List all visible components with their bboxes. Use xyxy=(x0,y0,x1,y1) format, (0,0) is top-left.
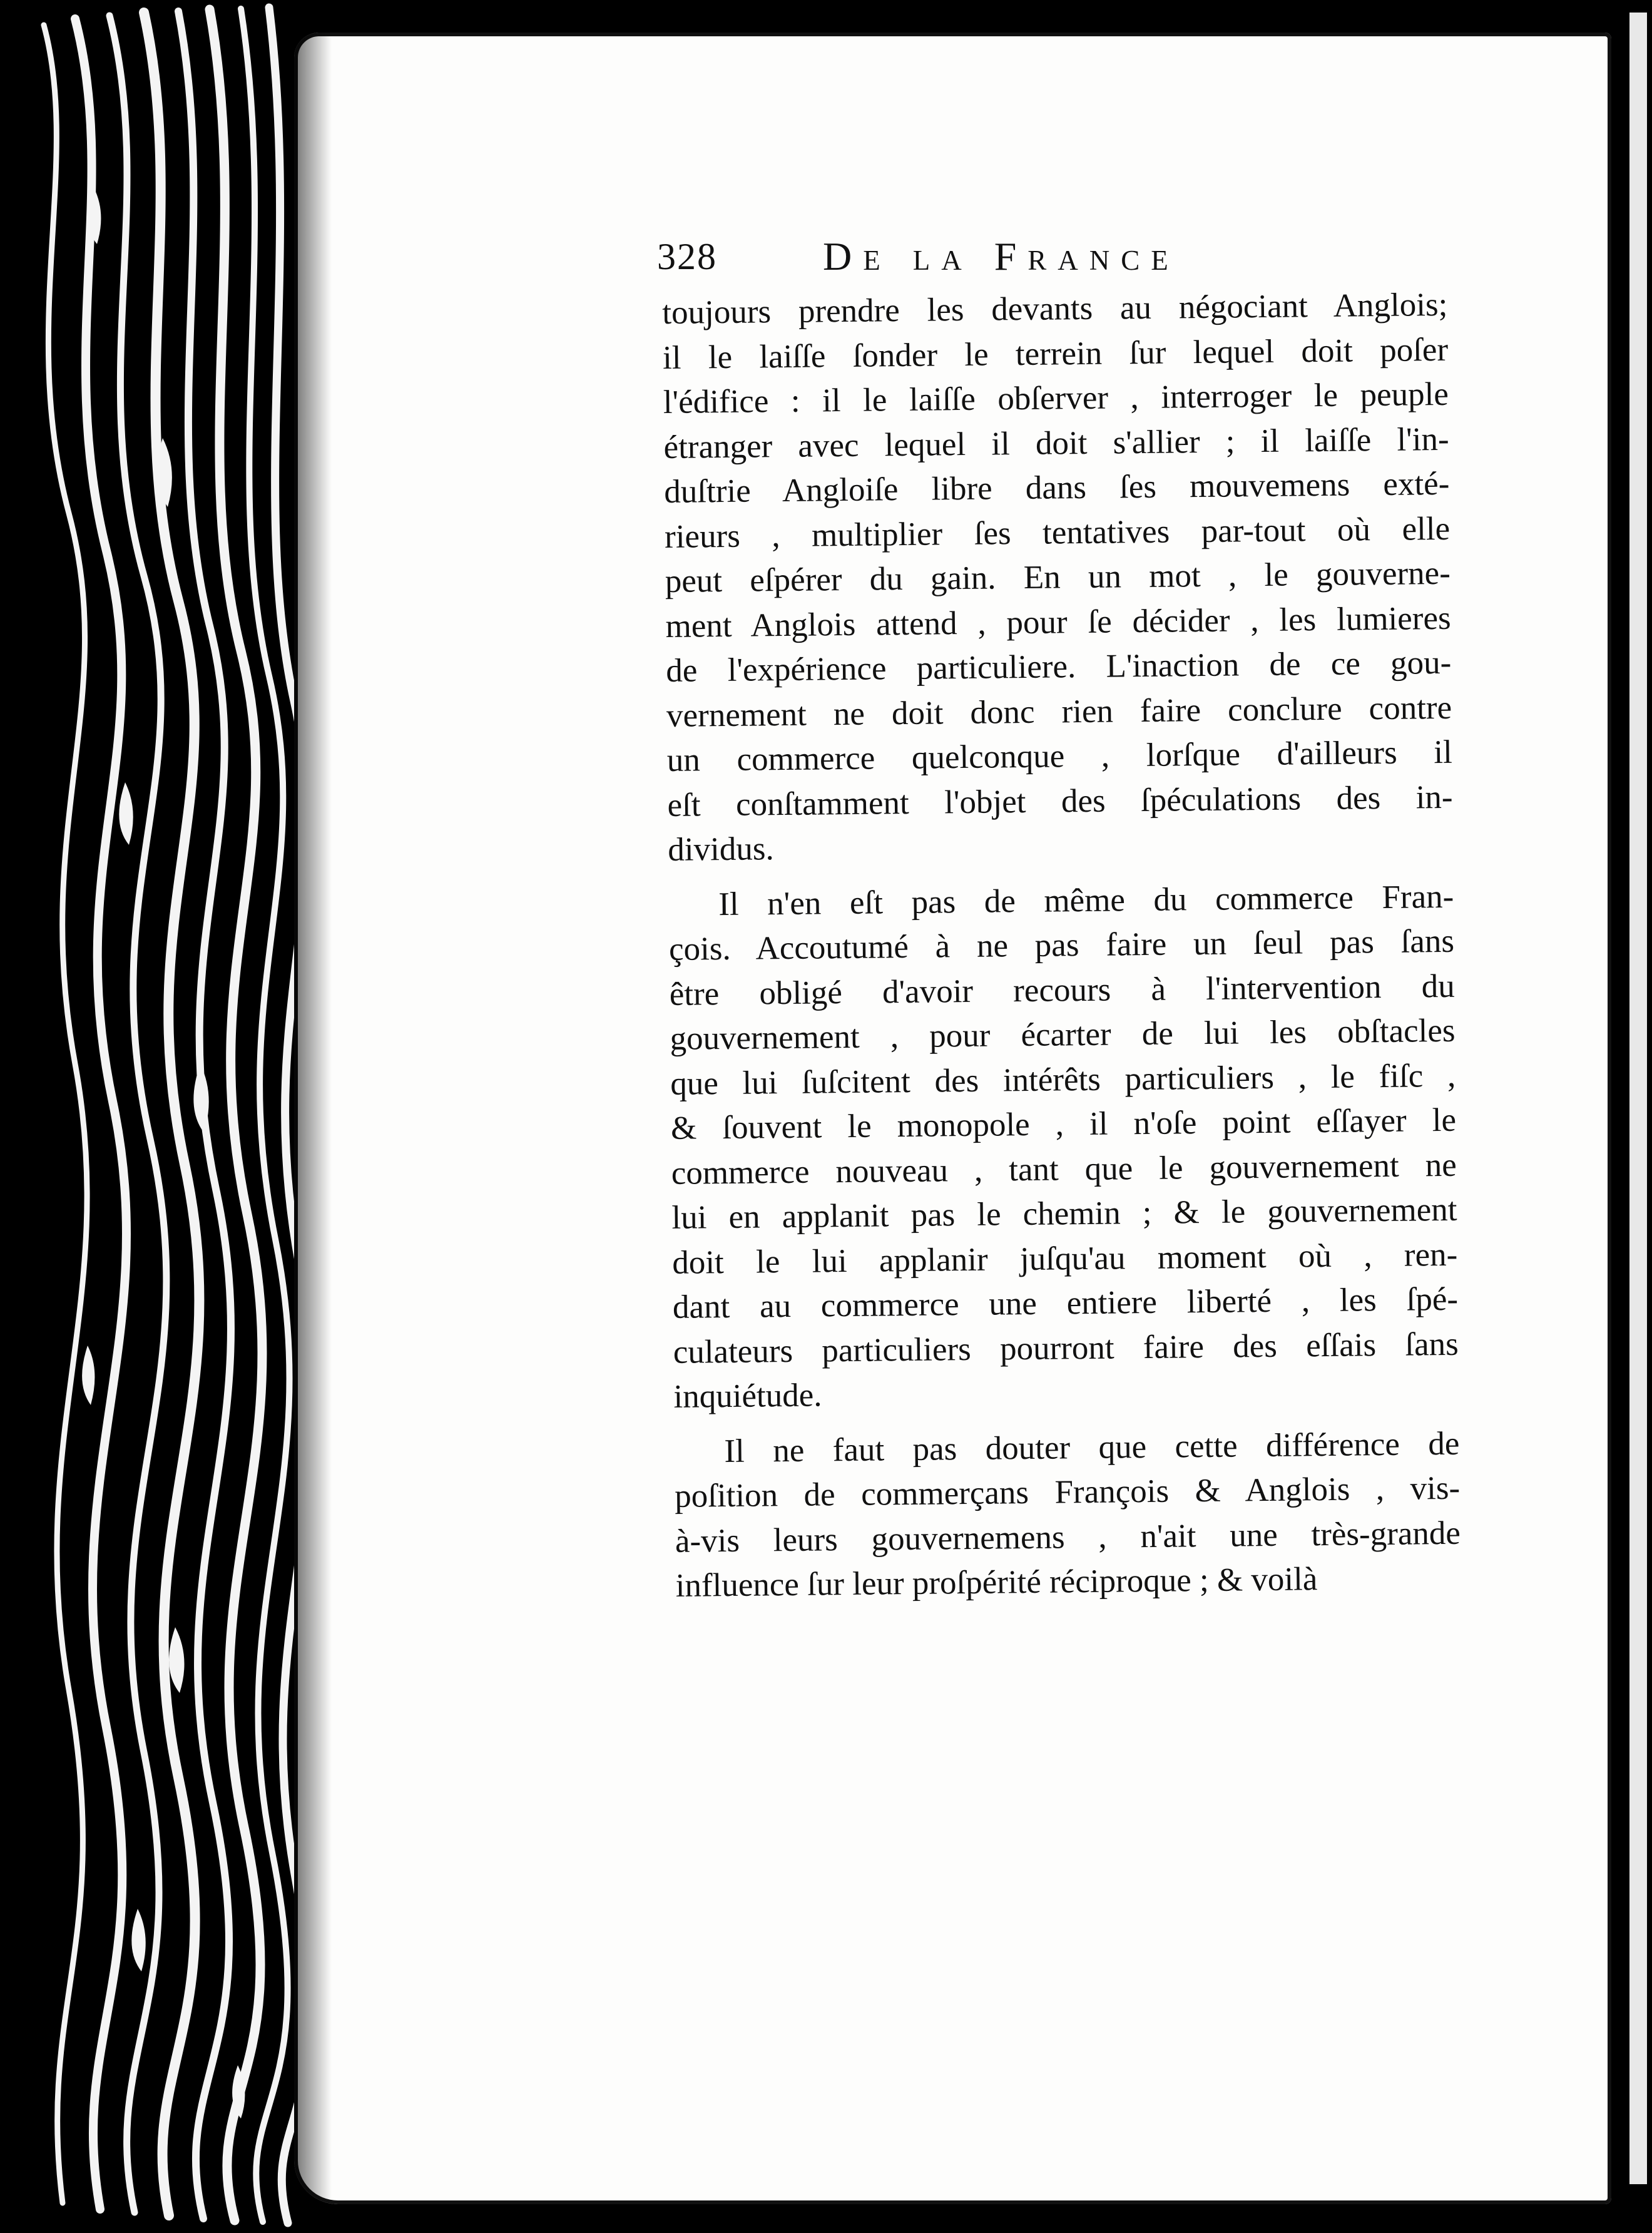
text-line: dant au commerce une entiere liberté , les ſpé- xyxy=(672,1280,1459,1326)
text-line: Il ne faut pas douter que cette différence de xyxy=(724,1425,1460,1469)
text-line: il le laiſſe ſonder le terrein ſur lequel doit poſer xyxy=(662,331,1449,376)
text-line: eſt conſtamment l'objet des ſpéculations des in- xyxy=(667,779,1453,824)
text-line: à-vis leurs gouvernemens , n'ait une très-grande xyxy=(675,1515,1461,1560)
text-line: Il n'en eſt pas de même du commerce Fran- xyxy=(718,878,1454,922)
gutter-shadow xyxy=(294,33,332,2204)
text-line: culateurs particuliers pourront faire des eſſais ſans xyxy=(673,1326,1459,1371)
paragraph xyxy=(668,874,1459,1419)
text-line: être obligé d'avoir recours à l'intervention du xyxy=(669,968,1455,1013)
text-line: peut eſpérer du gain. En un mot , le gouverne- xyxy=(665,554,1451,600)
text-line: dividus. xyxy=(668,830,774,868)
text-line: influence ſur leur proſpérité réciproque ; & voilà xyxy=(675,1561,1318,1604)
text-line: commerce nouveau , tant que le gouvernement ne xyxy=(671,1147,1457,1192)
text-line: & ſouvent le monopole , il n'oſe point eſſayer le xyxy=(670,1101,1457,1147)
paragraph xyxy=(662,283,1454,873)
text-line: un commerce quelconque , lorſque d'ailleurs il xyxy=(666,733,1453,779)
text-line: lui en applanit pas le chemin ; & le gouvernement xyxy=(671,1191,1457,1236)
running-title: De la France xyxy=(823,234,1180,278)
text-line: duſtrie Angloiſe libre dans ſes mouvemens exté- xyxy=(664,465,1450,510)
page-number: 328 xyxy=(657,236,717,277)
body-text xyxy=(662,283,1461,1609)
text-line: vernement ne doit donc rien faire conclure contre xyxy=(666,689,1452,734)
text-line: doit le lui applanir juſqu'au moment où , ren- xyxy=(671,1236,1458,1281)
running-head xyxy=(657,232,1283,282)
text-line: poſition de commerçans François & Anglois , vis- xyxy=(674,1469,1461,1515)
text-line: inquiétude. xyxy=(673,1377,822,1415)
text-line: étranger avec lequel il doit s'allier ; il laiſſe l'in- xyxy=(663,421,1449,466)
text-line: rieurs , multiplier ſes tentatives par-tout où elle xyxy=(664,510,1451,555)
text-line: çois. Accoutumé à ne pas faire un ſeul pas ſans xyxy=(668,922,1455,968)
text-line: que lui ſuſcitent des intérêts particuliers , le fiſc , xyxy=(670,1057,1456,1102)
text-line: toujours prendre les devants au négociant Anglois; xyxy=(662,286,1448,331)
text-line: l'édifice : il le laiſſe obſerver , interroger le peuple xyxy=(663,376,1449,421)
text-line: de l'expérience particuliere. L'inaction de ce gou- xyxy=(666,644,1452,689)
paragraph xyxy=(674,1421,1461,1608)
right-page-strip xyxy=(1627,13,1647,2184)
text-line: gouvernement , pour écarter de lui les obſtacles xyxy=(670,1012,1456,1057)
text-line: ment Anglois attend , pour ſe décider , les lumieres xyxy=(665,600,1451,645)
